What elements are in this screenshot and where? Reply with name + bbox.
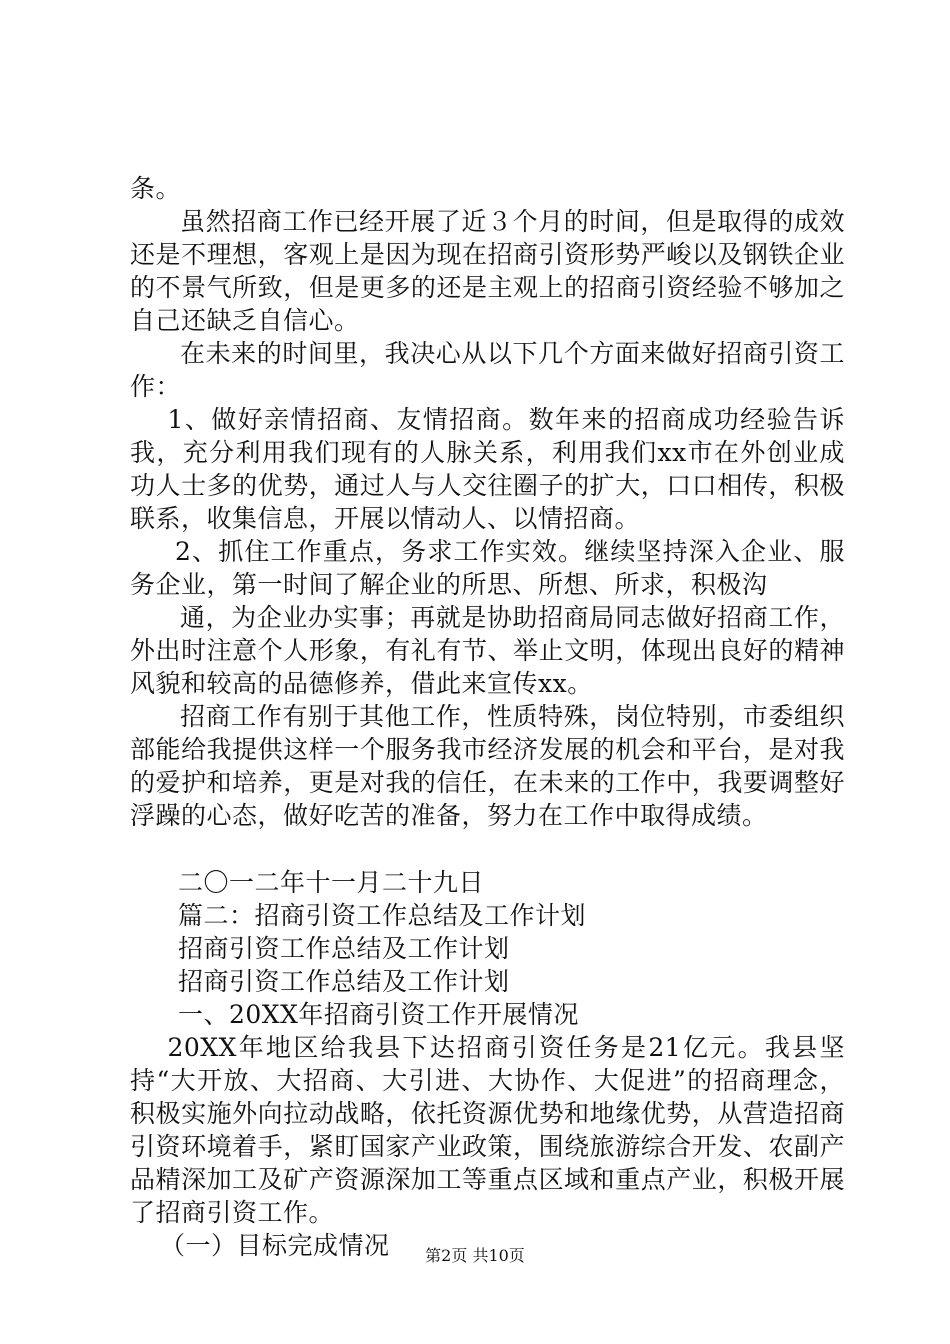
- paragraph-point-1: 1、做好亲情招商、友情招商。数年来的招商成功经验告诉我，充分利用我们现有的人脉关系，利用我们xx市在外创业成功人士多的优势，通过人与人交往圈子的扩大，口口相传，积极联系，收集信息，开展以情动人、以情招商。: [130, 405, 845, 533]
- doc-title-2: 招商引资工作总结及工作计划: [178, 967, 510, 996]
- section-heading: 一、20XX年招商引资工作开展情况: [178, 1000, 579, 1029]
- subheading-goals: （一）目标完成情况: [160, 1231, 390, 1260]
- heading-block: [130, 866, 845, 1031]
- paragraph-future-intro: 在未来的时间里，我决心从以下几个方面来做好招商引资工作：: [130, 339, 845, 401]
- date-line: 二〇一二年十一月二十九日: [178, 868, 485, 897]
- document-body: [130, 172, 845, 1262]
- doc-title-1: 招商引资工作总结及工作计划: [178, 934, 510, 963]
- paragraph-overview: 20XX年地区给我县下达招商引资任务是21亿元。我县坚持“大开放、大招商、大引进、大协作、大促进”的招商理念，积极实施外向拉动战略，依托资源优势和地缘优势，从营造招商引资环境着手，紧盯国家产业政策，围绕旅游综合开发、农副产品精深加工及矿产资源深加工等重点区域和重点产业，积极开展了招商引资工作。: [130, 1033, 845, 1227]
- paragraph-point-2: 2、抓住工作重点，务求工作实效。继续坚持深入企业、服务企业，第一时间了解企业的所思、所想、所求，积极沟: [130, 537, 845, 599]
- paragraph-closing: 招商工作有别于其他工作，性质特殊，岗位特别，市委组织部能给我提供这样一个服务我市经济发展的机会和平台，是对我的爱护和培养，更是对我的信任，在未来的工作中，我要调整好浮躁的心态，做好吃苦的准备，努力在工作中取得成绩。: [130, 702, 845, 830]
- chapter-title: 篇二：招商引资工作总结及工作计划: [178, 901, 587, 930]
- paragraph-continuation: 条。: [130, 174, 182, 203]
- paragraph-point-2-cont: 通，为企业办实事；再就是协助招商局同志做好招商工作，外出时注意个人形象，有礼有节、举止文明，体现出良好的精神风貌和较高的品德修养，借此来宣传xx。: [130, 603, 845, 698]
- section-gap: [130, 832, 845, 866]
- page-footer: 第2页 共10页: [425, 1246, 525, 1265]
- paragraph-results: 虽然招商工作已经开展了近３个月的时间，但是取得的成效还是不理想，客观上是因为现在招商引资形势严峻以及钢铁企业的不景气所致，但是更多的还是主观上的招商引资经验不够加之自己还缺乏自信心。: [130, 207, 845, 335]
